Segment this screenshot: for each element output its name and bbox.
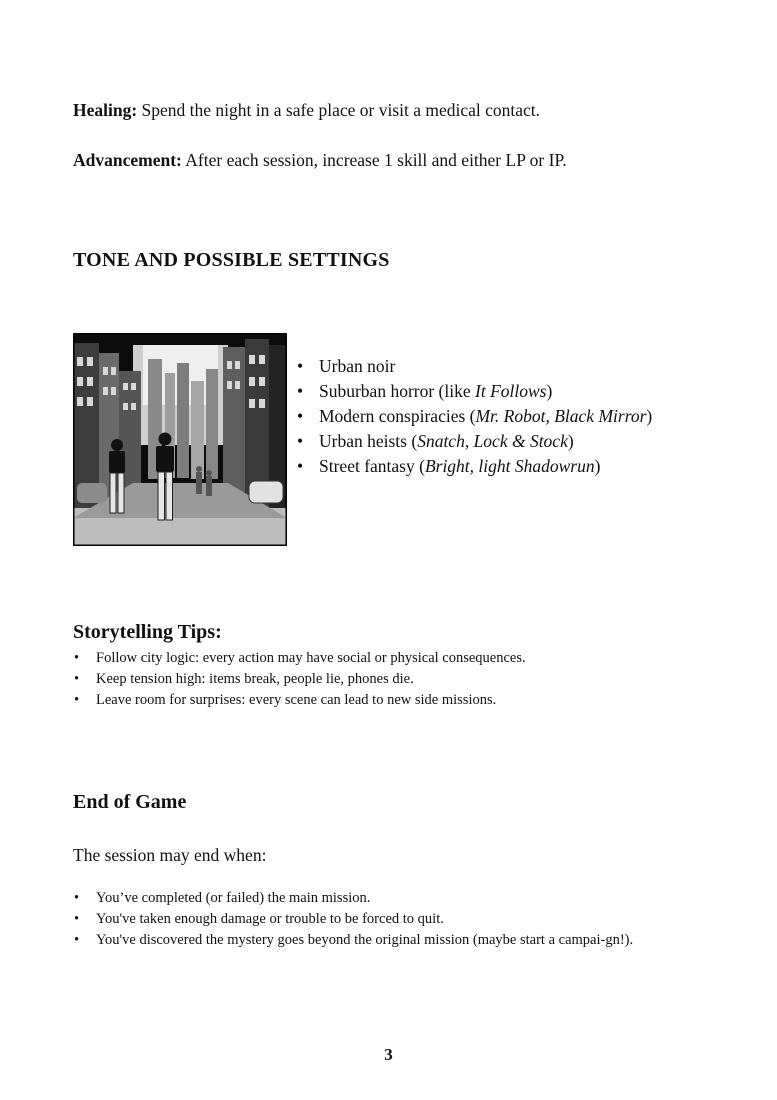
advancement-rule [73,149,567,171]
list-item: • Follow city logic: every action may have social or physical consequences. [73,648,713,669]
settings-list [290,354,652,479]
healing-rule [73,99,540,121]
list-item: • Keep tension high: items break, people lie, phones die. [73,669,713,690]
list-item: • Urban heists (Snatch, Lock & Stock) [290,429,652,454]
advancement-text: After each session, increase 1 skill and either LP or IP. [181,150,567,170]
list-item: • You've taken enough damage or trouble to be forced to quit. [73,909,713,930]
list-item: • You’ve completed (or failed) the main mission. [73,888,713,909]
page-number: 3 [384,1045,393,1064]
list-item: • Modern conspiracies (Mr. Robot, Black Mirror) [290,404,652,429]
healing-label: Healing: [73,100,138,120]
advancement-label: Advancement: [73,150,182,170]
tone-heading: TONE AND POSSIBLE SETTINGS [73,249,390,271]
tips-list [73,648,713,711]
list-item: • Urban noir [290,354,652,379]
end-of-game-heading: End of Game [73,791,187,813]
list-item: • Leave room for surprises: every scene can lead to new side missions. [73,690,713,711]
storytelling-tips-heading: Storytelling Tips: [73,621,222,643]
city-street-illustration [73,333,287,546]
healing-text: Spend the night in a safe place or visit a medical contact. [137,100,541,120]
end-of-game-intro: The session may end when: [73,845,267,865]
end-conditions-list [73,888,713,951]
list-item: • Suburban horror (like It Follows) [290,379,652,404]
list-item: • You've discovered the mystery goes beyond the original mission (maybe start a campai-gn!). [73,930,713,951]
list-item: • Street fantasy (Bright, light Shadowrun) [290,454,652,479]
